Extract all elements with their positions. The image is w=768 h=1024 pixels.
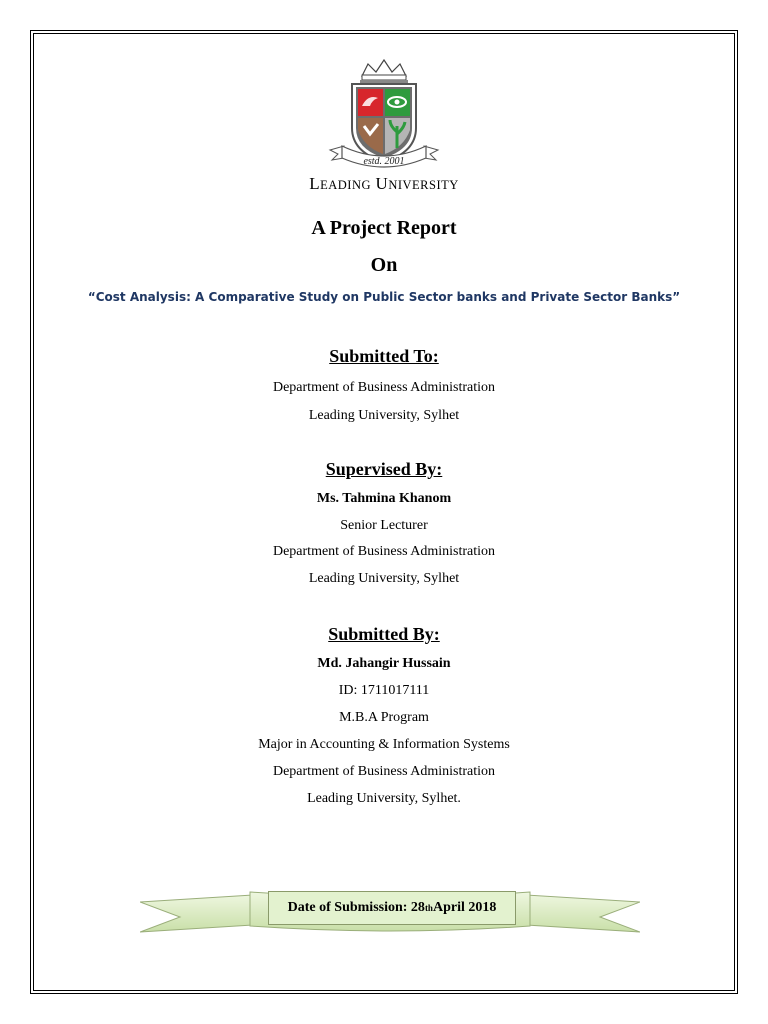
supervised-by-heading: Supervised By: [325, 459, 443, 479]
submitted-to-heading: Submitted To: [329, 346, 439, 366]
supervisor-line: Department of Business Administration [272, 544, 496, 559]
supervisor-line: Senior Lecturer [340, 518, 428, 533]
student-line: M.B.A Program [339, 710, 429, 725]
univ-name-rest-1: EADING [320, 178, 372, 192]
university-name [0, 174, 768, 194]
report-title: A Project Report [311, 217, 457, 239]
date-prefix: Date of Submission: 28 [287, 900, 425, 915]
supervisor-name: Ms. Tahmina Khanom [316, 491, 452, 506]
student-line: Major in Accounting & Information Systems [258, 737, 510, 752]
univ-name-rest-2: NIVERSITY [388, 178, 459, 192]
report-subject: “Cost Analysis: A Comparative Study on Public Sector banks and Private Sector Banks” [87, 290, 681, 304]
supervisor-line: Leading University, Sylhet [308, 571, 460, 586]
student-line: Leading University, Sylhet. [307, 791, 461, 806]
univ-name-initial-1: L [309, 174, 321, 193]
crown-icon [360, 60, 408, 83]
student-line: ID: 1711017111 [338, 683, 430, 698]
date-of-submission: Date of Submission: 28 th April 2018 [268, 891, 516, 925]
date-suffix: April 2018 [432, 900, 497, 915]
student-line: Department of Business Administration [272, 764, 496, 779]
estd-label: estd. 2001 [363, 156, 405, 167]
student-name: Md. Jahangir Hussain [317, 656, 451, 671]
university-crest-logo [320, 54, 448, 172]
univ-name-initial-2: U [375, 174, 389, 193]
submitted-to-line: Leading University, Sylhet [308, 408, 460, 423]
submitted-by-heading: Submitted By: [328, 624, 440, 644]
submitted-to-line: Department of Business Administration [272, 380, 496, 395]
report-on: On [370, 254, 398, 276]
